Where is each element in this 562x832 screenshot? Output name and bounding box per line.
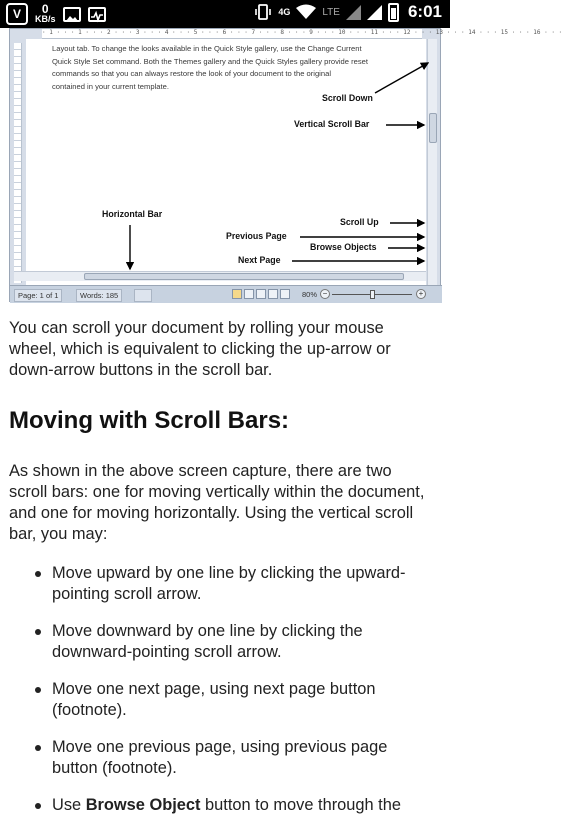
section-heading: Moving with Scroll Bars: <box>9 407 290 434</box>
list-item-prefix: Use <box>52 796 86 814</box>
callout-arrows <box>10 29 442 303</box>
article-content <box>9 318 429 832</box>
list-item-bold: Browse Object <box>85 796 201 814</box>
doc-line: Layout tab. To change the looks available in the Quick Style gallery, use the Change Current <box>52 44 362 53</box>
zoom-level: 80% <box>302 290 318 299</box>
callout-scroll-down: Scroll Down <box>322 93 373 103</box>
zoom-in-icon: + <box>416 289 426 299</box>
callout-next-page: Next Page <box>238 255 281 265</box>
doc-line: Quick Style Set command. Both the Themes gallery and the Quick Styles gallery provide reset <box>52 56 368 66</box>
ruler-ticks: · 1 · · · 1 · · · 2 · · · 3 · · · 4 · · · 5 · · · 6 · · · 7 · · · 8 · · · 9 · · · 10 · · · 11 · · · 12 · · · 13 · · · 14 · · · 15 · · · 16 · · · <box>42 29 562 36</box>
network-speed-unit: KB/s <box>35 14 56 24</box>
arrow-scroll-down <box>375 63 428 93</box>
intro-paragraph: You can scroll your document by rolling your mouse wheel, which is equivalent to clicking the up-arrow or down-arrow buttons in the scroll bar. <box>9 319 391 379</box>
vibrate-icon <box>254 3 272 21</box>
word-count: Words: 185 <box>76 289 122 302</box>
callout-scroll-up: Scroll Up <box>340 217 379 227</box>
signal-sim2-icon <box>367 5 382 20</box>
list-item: Move upward by one line by clicking the upward-pointing scroll arrow. <box>9 563 429 605</box>
list-item: Move downward by one line by clicking the downward-pointing scroll arrow. <box>9 621 429 663</box>
callout-previous-page: Previous Page <box>226 231 287 241</box>
wifi-icon <box>296 4 316 20</box>
list-item <box>9 795 429 816</box>
lte-label: LTE <box>322 6 340 18</box>
battery-icon <box>388 3 399 22</box>
network-type-4g: 4G <box>278 7 291 17</box>
outline-view-icon <box>268 289 278 299</box>
scroll-actions-list <box>9 563 429 816</box>
app-notification-icon <box>6 3 28 25</box>
page-count: Page: 1 of 1 <box>14 289 62 302</box>
callout-vertical-scroll-bar: Vertical Scroll Bar <box>294 119 370 129</box>
list-item: Move one next page, using next page button (footnote). <box>9 679 429 721</box>
callout-horizontal-bar: Horizontal Bar <box>102 209 163 219</box>
proofing-icon <box>134 289 152 302</box>
network-speed <box>35 4 56 24</box>
print-layout-view-icon <box>232 289 242 299</box>
web-layout-view-icon <box>256 289 266 299</box>
callout-browse-objects: Browse Objects <box>310 242 377 252</box>
clock-time: 6:01 <box>407 2 442 21</box>
doc-line: commands so that you can always restore the look of your document to the original <box>52 69 332 78</box>
image-notification-icon <box>63 7 81 22</box>
zoom-slider-knob <box>370 290 375 299</box>
list-item: Move one previous page, using previous page button (footnote). <box>9 737 429 779</box>
word-status-bar <box>10 285 442 303</box>
signal-sim1-icon <box>346 5 361 20</box>
status-bar <box>0 0 450 28</box>
zoom-out-icon: − <box>320 289 330 299</box>
view-buttons <box>232 289 290 299</box>
full-screen-view-icon <box>244 289 254 299</box>
section-paragraph: As shown in the above screen capture, there are two scroll bars: one for moving vertically within the document, and one for moving horizontally. Using the vertical scroll bar, you may: <box>9 462 425 543</box>
doc-line: contained in your current template. <box>52 81 169 91</box>
draft-view-icon <box>280 289 290 299</box>
app-icon-letter: V <box>12 7 21 21</box>
network-speed-value: 0 <box>41 2 49 16</box>
activity-notification-icon <box>88 7 106 22</box>
word-scrollbars-screenshot <box>9 28 562 302</box>
list-item-suffix: button to move through the <box>200 796 401 814</box>
